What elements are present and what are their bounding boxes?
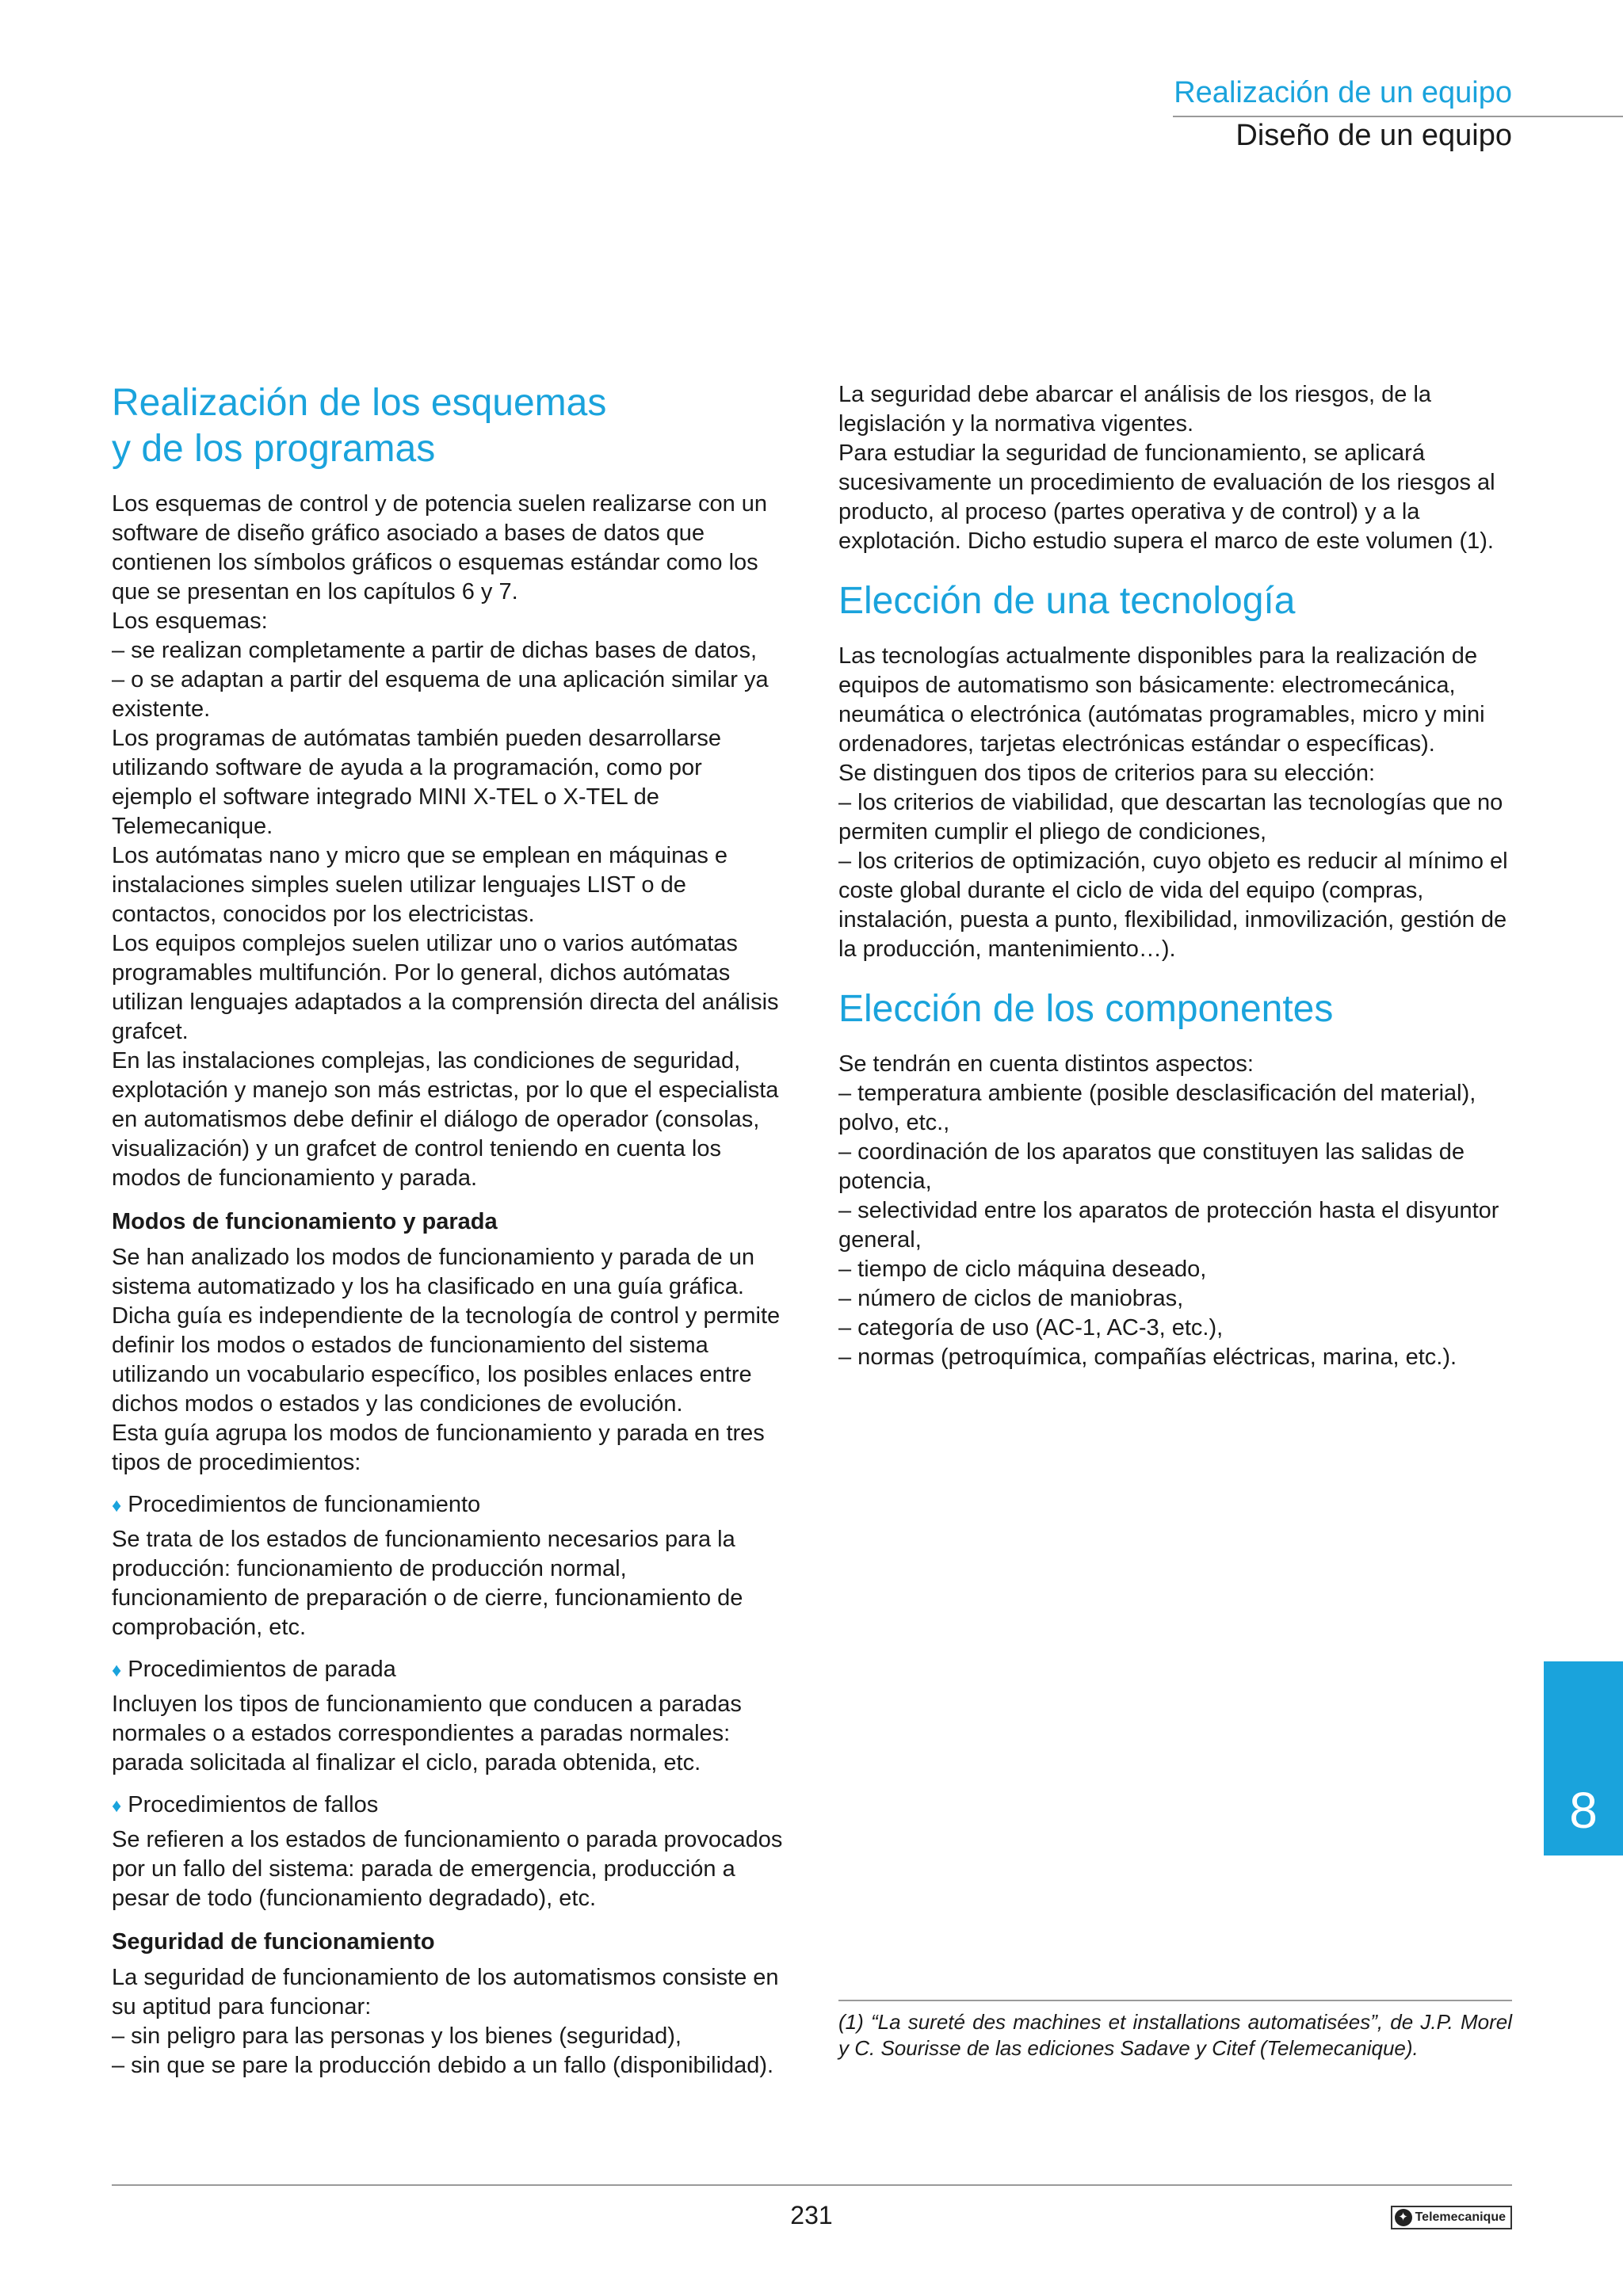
telemecanique-logo bbox=[1391, 2206, 1512, 2229]
paragraph: Para estudiar la seguridad de funcionamiento, se aplicará sucesivamente un procedimiento de evaluación de los riesgos al producto, al proceso (partes operativa y de control) y a la explotación. Dicho estudio supera el marco de este volumen (1). bbox=[838, 441, 1495, 554]
paragraph: Se tendrán en cuenta distintos aspectos: bbox=[838, 1051, 1254, 1077]
footer-rule bbox=[112, 2184, 1512, 2186]
logo-mark-icon: ✦ bbox=[1395, 2209, 1412, 2226]
paragraph: La seguridad debe abarcar el análisis de los riesgos, de la legislación y la normativa vigentes. bbox=[838, 382, 1432, 437]
paragraph: Los programas de autómatas también pueden desarrollarse utilizando software de ayuda a la programación, como por ejemplo el software integrado MINI X-TEL o X-TEL de Telemecanique. bbox=[112, 726, 721, 839]
bullet-heading-funcionamiento: ♦ Procedimientos de funcionamiento bbox=[112, 1492, 481, 1517]
paragraph: En las instalaciones complejas, las condiciones de seguridad, explotación y manejo son más estrictas, por lo que el especialista en automatismos debe definir el diálogo de operador (consolas, visualización) y un grafcet de control teniendo en cuenta los modos de funcionamiento y parada. bbox=[112, 1048, 779, 1191]
paragraph: Esta guía agrupa los modos de funcionamiento y parada en tres tipos de procedimientos: bbox=[112, 1421, 765, 1475]
list-item: – sin peligro para las personas y los bienes (seguridad), bbox=[112, 2023, 682, 2049]
chapter-tab bbox=[1544, 1661, 1623, 1855]
running-header-chapter: Diseño de un equipo bbox=[1235, 119, 1512, 152]
paragraph: Las tecnologías actualmente disponibles para la realización de equipos de automatismo son básicamente: electromecánica, neumática o electrónica (autómatas programables, micro y mini ordenadores, tarjetas electrónicas estándar o específicas). bbox=[838, 643, 1485, 757]
subheading-seguridad: Seguridad de funcionamiento bbox=[112, 1929, 435, 1955]
paragraph: Los equipos complejos suelen utilizar uno o varios autómatas programables multifunción. Por lo general, dichos autómatas utilizan lenguajes adaptados a la comprensión directa del análisis grafcet. bbox=[112, 931, 779, 1044]
diamond-bullet-icon: ♦ bbox=[112, 1660, 122, 1681]
header-rule bbox=[1173, 116, 1623, 117]
list-item: – los criterios de viabilidad, que descartan las tecnologías que no permiten cumplir el pliego de condiciones, bbox=[838, 790, 1503, 845]
list-item: – coordinación de los aparatos que constituyen las salidas de potencia, bbox=[838, 1139, 1465, 1194]
chapter-tab-number: 8 bbox=[1569, 1782, 1598, 1839]
running-header-section: Realización de un equipo bbox=[1174, 76, 1512, 109]
section-heading-componentes: Elección de los componentes bbox=[838, 988, 1334, 1030]
list-item: – categoría de uso (AC-1, AC-3, etc.), bbox=[838, 1315, 1224, 1341]
heading-line-1: Realización de los esquemas bbox=[112, 382, 607, 424]
paragraph: Los esquemas: bbox=[112, 608, 268, 634]
list-item: – sin que se pare la producción debido a un fallo (disponibilidad). bbox=[112, 2053, 774, 2078]
list-item: – o se adaptan a partir del esquema de una aplicación similar ya existente. bbox=[112, 667, 769, 722]
diamond-bullet-icon: ♦ bbox=[112, 1795, 122, 1817]
paragraph: Incluyen los tipos de funcionamiento que conducen a paradas normales o a estados correspondientes a paradas normales: parada solicitada al finalizar el ciclo, parada obtenida, etc. bbox=[112, 1691, 742, 1775]
paragraph: Se han analizado los modos de funcionamiento y parada de un sistema automatizado y los ha clasificado en una guía gráfica. Dicha guía es independiente de la tecnología de control y permite definir los modos o estados de funcionamiento del sistema utilizando un vocabulario específico, los posibles enlaces entre dichos modos o estados y las condiciones de evolución. bbox=[112, 1245, 781, 1417]
bullet-heading-parada: ♦ Procedimientos de parada bbox=[112, 1657, 396, 1682]
subheading-modos: Modos de funcionamiento y parada bbox=[112, 1209, 498, 1234]
left-column bbox=[112, 380, 785, 2081]
diamond-bullet-icon: ♦ bbox=[112, 1495, 122, 1516]
paragraph: Se refieren a los estados de funcionamiento o parada provocados por un fallo del sistema: parada de emergencia, producción a pesar de todo (funcionamiento degradado), etc. bbox=[112, 1827, 783, 1911]
logo-text: Telemecanique bbox=[1415, 2210, 1506, 2224]
heading-line-2: y de los programas bbox=[112, 428, 436, 470]
footnote: (1) “La sureté des machines et installations automatisées”, de J.P. Morel y C. Sourisse de las ediciones Sadave y Citef (Telemecanique). bbox=[838, 2010, 1512, 2060]
paragraph: Los autómatas nano y micro que se emplean en máquinas e instalaciones simples suelen utilizar lenguajes LIST o de contactos, conocidos por los electricistas. bbox=[112, 843, 728, 927]
list-item: – normas (petroquímica, compañías eléctricas, marina, etc.). bbox=[838, 1344, 1457, 1370]
section-heading-esquemas bbox=[112, 380, 785, 472]
list-item: – se realizan completamente a partir de dichas bases de datos, bbox=[112, 638, 758, 663]
list-item: – los criterios de optimización, cuyo objeto es reducir al mínimo el coste global durante el ciclo de vida del equipo (compras, instalación, puesta a punto, flexibilidad, inmovilización, gestión de la producción, mantenimiento…). bbox=[838, 849, 1508, 962]
paragraph: La seguridad de funcionamiento de los automatismos consiste en su aptitud para funcionar: bbox=[112, 1965, 779, 2019]
list-item: – selectividad entre los aparatos de protección hasta el disyuntor general, bbox=[838, 1198, 1499, 1253]
list-item: – número de ciclos de maniobras, bbox=[838, 1286, 1184, 1311]
footnote-rule bbox=[838, 2000, 1512, 2001]
list-item: – temperatura ambiente (posible desclasificación del material), polvo, etc., bbox=[838, 1081, 1476, 1135]
section-heading-tecnologia: Elección de una tecnología bbox=[838, 580, 1296, 622]
list-item: – tiempo de ciclo máquina deseado, bbox=[838, 1257, 1207, 1282]
paragraph: Se distinguen dos tipos de criterios para su elección: bbox=[838, 761, 1376, 786]
paragraph: Los esquemas de control y de potencia suelen realizarse con un software de diseño gráfico asociado a bases de datos que contienen los símbolos gráficos o esquemas estándar como los que se presentan en los capítulos 6 y 7. bbox=[112, 491, 768, 605]
right-column bbox=[838, 380, 1512, 1372]
paragraph: Se trata de los estados de funcionamiento necesarios para la producción: funcionamiento de producción normal, funcionamiento de preparación o de cierre, funcionamiento de comprobación, etc. bbox=[112, 1527, 743, 1640]
bullet-heading-fallos: ♦ Procedimientos de fallos bbox=[112, 1792, 379, 1817]
page-number: 231 bbox=[790, 2201, 833, 2229]
